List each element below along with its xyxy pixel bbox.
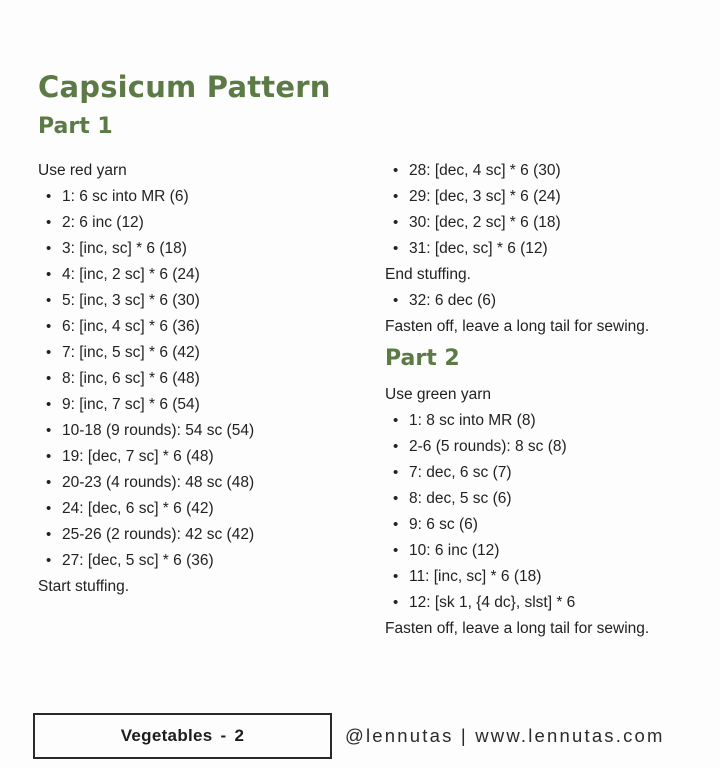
round-list-item: • 25-26 (2 rounds): 42 sc (42) bbox=[38, 522, 385, 548]
round-list-item: • 29: [dec, 3 sc] * 6 (24) bbox=[385, 184, 704, 210]
round-list-item: • 8: [inc, 6 sc] * 6 (48) bbox=[38, 366, 385, 392]
round-list-item: • 19: [dec, 7 sc] * 6 (48) bbox=[38, 444, 385, 470]
round-list-item: • 7: dec, 6 sc (7) bbox=[385, 460, 704, 486]
round-list-item: • 9: 6 sc (6) bbox=[385, 512, 704, 538]
part1-rounds-list-b bbox=[385, 158, 704, 262]
round-list-item: • 24: [dec, 6 sc] * 6 (42) bbox=[38, 496, 385, 522]
part1-start-stuffing-note: Start stuffing. bbox=[38, 578, 130, 595]
round-list-item: • 10-18 (9 rounds): 54 sc (54) bbox=[38, 418, 385, 444]
round-list-item: • 12: [sk 1, {4 dc}, slst] * 6 bbox=[385, 590, 704, 616]
round-list-item: • 10: 6 inc (12) bbox=[385, 538, 704, 564]
part1-rounds-list-c bbox=[385, 288, 704, 314]
round-list-item: • 1: 6 sc into MR (6) bbox=[38, 184, 385, 210]
round-list-item: • 4: [inc, 2 sc] * 6 (24) bbox=[38, 262, 385, 288]
part1-heading: Part 1 bbox=[38, 114, 113, 139]
footer-category-label: Vegetables - 2 bbox=[120, 726, 245, 745]
part1-fasten-off-note: Fasten off, leave a long tail for sewing. bbox=[385, 318, 650, 335]
part1-rounds-list-a bbox=[38, 184, 385, 574]
part2-intro: Use green yarn bbox=[385, 386, 491, 403]
part1-intro: Use red yarn bbox=[38, 162, 127, 179]
round-list-item: • 28: [dec, 4 sc] * 6 (30) bbox=[385, 158, 704, 184]
right-column bbox=[385, 158, 704, 642]
round-list-item: • 11: [inc, sc] * 6 (18) bbox=[385, 564, 704, 590]
round-list-item: • 5: [inc, 3 sc] * 6 (30) bbox=[38, 288, 385, 314]
page-content bbox=[38, 70, 704, 642]
page-title: Capsicum Pattern bbox=[38, 70, 331, 104]
round-list-item: • 2: 6 inc (12) bbox=[38, 210, 385, 236]
footer-credit bbox=[345, 713, 665, 759]
footer-category-box bbox=[33, 713, 332, 759]
round-list-item: • 1: 8 sc into MR (8) bbox=[385, 408, 704, 434]
round-list-item: • 27: [dec, 5 sc] * 6 (36) bbox=[38, 548, 385, 574]
round-list-item: • 20-23 (4 rounds): 48 sc (48) bbox=[38, 470, 385, 496]
part2-fasten-off-note: Fasten off, leave a long tail for sewing. bbox=[385, 620, 650, 637]
footer-credit-text: @lennutas | www.lennutas.com bbox=[345, 725, 665, 746]
round-list-item: • 31: [dec, sc] * 6 (12) bbox=[385, 236, 704, 262]
part2-rounds-list bbox=[385, 408, 704, 616]
round-list-item: • 6: [inc, 4 sc] * 6 (36) bbox=[38, 314, 385, 340]
part2-heading: Part 2 bbox=[385, 346, 460, 371]
round-list-item: • 2-6 (5 rounds): 8 sc (8) bbox=[385, 434, 704, 460]
round-list-item: • 32: 6 dec (6) bbox=[385, 288, 704, 314]
round-list-item: • 30: [dec, 2 sc] * 6 (18) bbox=[385, 210, 704, 236]
round-list-item: • 9: [inc, 7 sc] * 6 (54) bbox=[38, 392, 385, 418]
round-list-item: • 3: [inc, sc] * 6 (18) bbox=[38, 236, 385, 262]
left-column bbox=[38, 158, 385, 600]
round-list-item: • 7: [inc, 5 sc] * 6 (42) bbox=[38, 340, 385, 366]
part1-end-stuffing-note: End stuffing. bbox=[385, 266, 471, 283]
round-list-item: • 8: dec, 5 sc (6) bbox=[385, 486, 704, 512]
two-column-layout bbox=[38, 158, 704, 642]
